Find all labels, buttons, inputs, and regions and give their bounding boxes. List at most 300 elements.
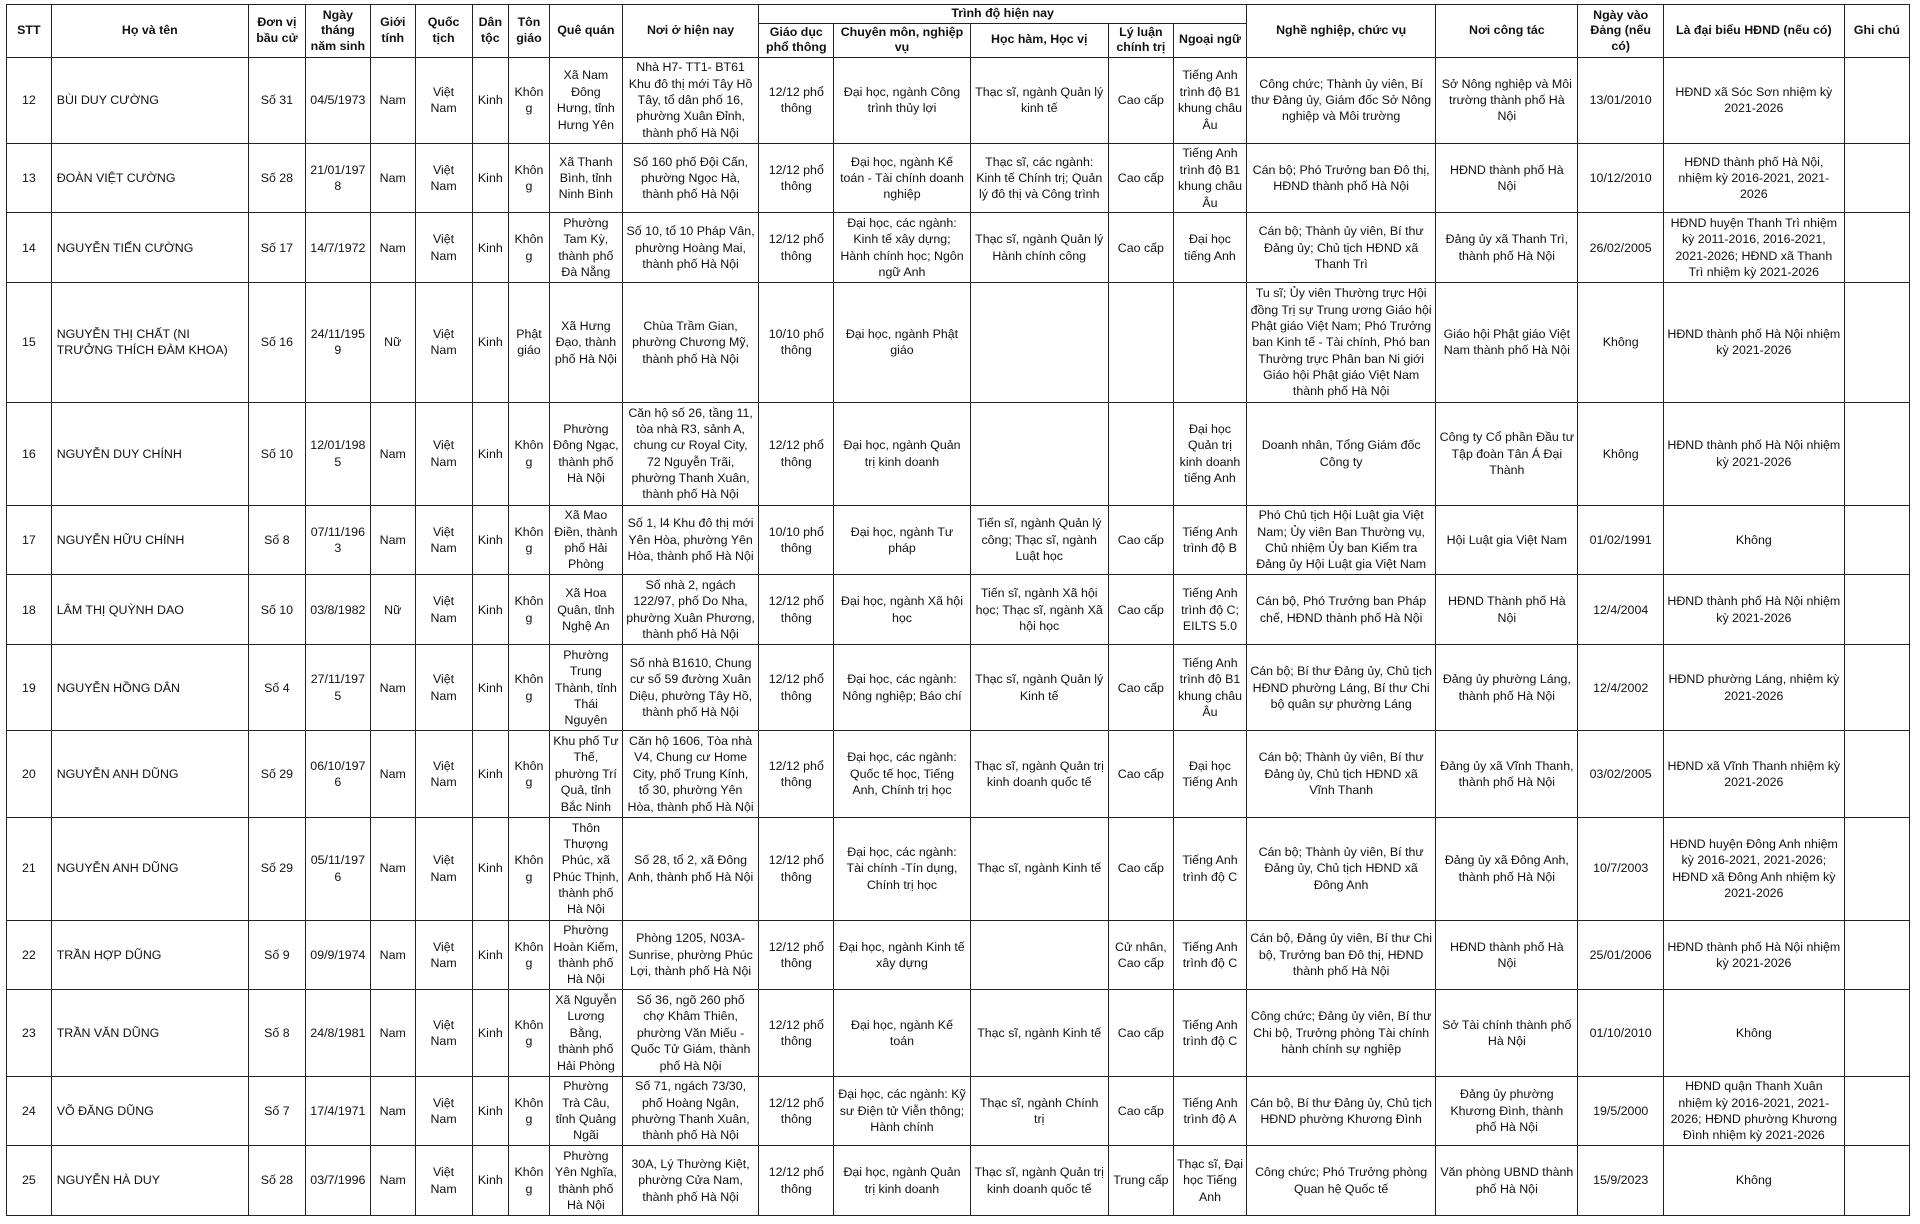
cell-gender: Nam <box>370 920 415 990</box>
cell-dob: 06/10/1976 <box>305 731 370 817</box>
col-header-degree: Học hàm, Học vị <box>970 23 1108 57</box>
cell-general-ed: 12/12 phổ thông <box>759 57 834 143</box>
cell-hometown: Phường Đông Ngạc, thành phố Hà Nội <box>549 402 622 505</box>
cell-delegate: Không <box>1663 505 1844 575</box>
cell-specialty: Đại học, ngành Kinh tế xây dựng <box>834 920 970 990</box>
cell-stt: 19 <box>7 645 52 731</box>
cell-politics: Cao cấp <box>1108 575 1173 645</box>
cell-note <box>1844 57 1909 143</box>
cell-unit: Số 17 <box>248 213 305 283</box>
cell-stt: 20 <box>7 731 52 817</box>
col-header-party-date: Ngày vào Đảng (nếu có) <box>1578 5 1663 58</box>
cell-stt: 21 <box>7 817 52 920</box>
cell-dob: 09/9/1974 <box>305 920 370 990</box>
cell-occupation: Cán bộ; Bí thư Đảng ủy, Chủ tịch HĐND phường Láng, Bí thư Chi bộ quân sự phường Láng <box>1247 645 1436 731</box>
cell-note <box>1844 505 1909 575</box>
cell-party-date: 25/01/2006 <box>1578 920 1663 990</box>
cell-note <box>1844 731 1909 817</box>
cell-general-ed: 10/10 phổ thông <box>759 505 834 575</box>
cell-delegate: HĐND xã Sóc Sơn nhiệm kỳ 2021-2026 <box>1663 57 1844 143</box>
cell-dob: 03/7/1996 <box>305 1146 370 1216</box>
cell-residence: Số 160 phố Đội Cấn, phường Ngọc Hà, thành phố Hà Nội <box>622 143 758 213</box>
cell-degree: Thạc sĩ, ngành Quản lý Hành chính công <box>970 213 1108 283</box>
cell-gender: Nam <box>370 645 415 731</box>
cell-language: Đại học Quản trị kinh doanh tiếng Anh <box>1173 402 1246 505</box>
cell-general-ed: 12/12 phổ thông <box>759 1076 834 1146</box>
cell-note <box>1844 575 1909 645</box>
cell-residence: Số nhà B1610, Chung cư số 59 đường Xuân Diệu, phường Tây Hồ, thành phố Hà Nội <box>622 645 758 731</box>
cell-nationality: Việt Nam <box>415 1076 472 1146</box>
cell-language <box>1173 283 1246 403</box>
cell-specialty: Đại học, ngành Phật giáo <box>834 283 970 403</box>
cell-note <box>1844 402 1909 505</box>
cell-occupation: Công chức; Thành ủy viên, Bí thư Đảng ủy, Giám đốc Sở Nông nghiệp và Môi trường <box>1247 57 1436 143</box>
cell-gender: Nam <box>370 402 415 505</box>
cell-degree: Thạc sĩ, các ngành: Kinh tế Chính trị; Quản lý đô thị và Công trình <box>970 143 1108 213</box>
cell-party-date: 01/02/1991 <box>1578 505 1663 575</box>
cell-unit: Số 8 <box>248 990 305 1076</box>
cell-party-date: Không <box>1578 402 1663 505</box>
cell-general-ed: 12/12 phổ thông <box>759 645 834 731</box>
cell-unit: Số 29 <box>248 817 305 920</box>
cell-hometown: Phường Tam Kỳ, thành phố Đà Nẵng <box>549 213 622 283</box>
cell-nationality: Việt Nam <box>415 817 472 920</box>
cell-party-date: 13/01/2010 <box>1578 57 1663 143</box>
cell-delegate: HĐND thành phố Hà Nội nhiệm kỳ 2021-2026 <box>1663 920 1844 990</box>
cell-nationality: Việt Nam <box>415 731 472 817</box>
cell-dob: 04/5/1973 <box>305 57 370 143</box>
cell-general-ed: 12/12 phổ thông <box>759 213 834 283</box>
table-row <box>7 1146 1910 1216</box>
cell-workplace: Đảng ủy xã Vĩnh Thanh, thành phố Hà Nội <box>1436 731 1578 817</box>
cell-religion: Phật giáo <box>509 283 550 403</box>
cell-ethnicity: Kinh <box>472 57 509 143</box>
cell-note <box>1844 1146 1909 1216</box>
cell-ethnicity: Kinh <box>472 990 509 1076</box>
cell-politics: Cử nhân, Cao cấp <box>1108 920 1173 990</box>
cell-unit: Số 31 <box>248 57 305 143</box>
col-header-nationality: Quốc tịch <box>415 5 472 58</box>
cell-workplace: Văn phòng UBND thành phố Hà Nội <box>1436 1146 1578 1216</box>
cell-general-ed: 12/12 phổ thông <box>759 402 834 505</box>
cell-stt: 22 <box>7 920 52 990</box>
cell-specialty: Đại học, các ngành: Tài chính -Tín dụng, Chính trị học <box>834 817 970 920</box>
table-row <box>7 283 1910 403</box>
cell-nationality: Việt Nam <box>415 1146 472 1216</box>
col-header-name: Họ và tên <box>51 5 248 58</box>
cell-ethnicity: Kinh <box>472 920 509 990</box>
cell-hometown: Xã Hoa Quân, tỉnh Nghệ An <box>549 575 622 645</box>
cell-stt: 15 <box>7 283 52 403</box>
cell-occupation: Doanh nhân, Tổng Giám đốc Công ty <box>1247 402 1436 505</box>
cell-hometown: Phường Yên Nghĩa, thành phố Hà Nội <box>549 1146 622 1216</box>
cell-specialty: Đại học, ngành Quản trị kinh doanh <box>834 1146 970 1216</box>
cell-ethnicity: Kinh <box>472 402 509 505</box>
cell-degree: Thạc sĩ, ngành Quản lý kinh tế <box>970 57 1108 143</box>
cell-gender: Nam <box>370 731 415 817</box>
cell-ethnicity: Kinh <box>472 283 509 403</box>
cell-ethnicity: Kinh <box>472 645 509 731</box>
cell-delegate: HĐND thành phố Hà Nội, nhiệm kỳ 2016-2021, 2021-2026 <box>1663 143 1844 213</box>
cell-language: Tiếng Anh trình độ B1 khung châu Âu <box>1173 57 1246 143</box>
cell-nationality: Việt Nam <box>415 402 472 505</box>
cell-unit: Số 4 <box>248 645 305 731</box>
cell-delegate: HĐND thành phố Hà Nội nhiệm kỳ 2021-2026 <box>1663 575 1844 645</box>
cell-specialty: Đại học, ngành Kế toán - Tài chính doanh nghiệp <box>834 143 970 213</box>
table-row <box>7 505 1910 575</box>
header-row-top <box>7 5 1910 24</box>
cell-party-date: 26/02/2005 <box>1578 213 1663 283</box>
cell-nationality: Việt Nam <box>415 575 472 645</box>
cell-religion: Không <box>509 1146 550 1216</box>
col-header-specialty: Chuyên môn, nghiệp vụ <box>834 23 970 57</box>
cell-party-date: 01/10/2010 <box>1578 990 1663 1076</box>
table-row <box>7 213 1910 283</box>
table-row <box>7 402 1910 505</box>
cell-residence: Căn hộ 1606, Tòa nhà V4, Chung cư Home City, phố Trung Kính, tổ 30, phường Yên Hòa, thành phố Hà Nội <box>622 731 758 817</box>
cell-workplace: Công ty Cổ phần Đầu tư Tập đoàn Tân Á Đại Thành <box>1436 402 1578 505</box>
cell-unit: Số 28 <box>248 1146 305 1216</box>
cell-unit: Số 8 <box>248 505 305 575</box>
cell-nationality: Việt Nam <box>415 57 472 143</box>
cell-degree: Thạc sĩ, ngành Kinh tế <box>970 990 1108 1076</box>
cell-dob: 21/01/1978 <box>305 143 370 213</box>
cell-stt: 13 <box>7 143 52 213</box>
cell-general-ed: 12/12 phổ thông <box>759 731 834 817</box>
cell-general-ed: 10/10 phổ thông <box>759 283 834 403</box>
col-header-dob: Ngày tháng năm sinh <box>305 5 370 58</box>
cell-party-date: 10/7/2003 <box>1578 817 1663 920</box>
cell-note <box>1844 990 1909 1076</box>
cell-residence: Số 1, l4 Khu đô thị mới Yên Hòa, phường Yên Hòa, thành phố Hà Nội <box>622 505 758 575</box>
cell-name: BÙI DUY CƯỜNG <box>51 57 248 143</box>
cell-note <box>1844 920 1909 990</box>
cell-name: TRẦN VĂN DŨNG <box>51 990 248 1076</box>
cell-dob: 24/8/1981 <box>305 990 370 1076</box>
cell-delegate: HĐND xã Vĩnh Thanh nhiệm kỳ 2021-2026 <box>1663 731 1844 817</box>
cell-language: Tiếng Anh trình độ C <box>1173 817 1246 920</box>
cell-specialty: Đại học, ngành Tư pháp <box>834 505 970 575</box>
cell-degree: Thạc sĩ, ngành Quản trị kinh doanh quốc tế <box>970 1146 1108 1216</box>
cell-note <box>1844 1076 1909 1146</box>
table-row <box>7 1076 1910 1146</box>
cell-language: Đại học Tiếng Anh <box>1173 731 1246 817</box>
cell-workplace: HĐND Thành phố Hà Nội <box>1436 575 1578 645</box>
cell-gender: Nam <box>370 505 415 575</box>
cell-name: NGUYỄN DUY CHÍNH <box>51 402 248 505</box>
cell-degree: Tiến sĩ, ngành Xã hội học; Thạc sĩ, ngành Xã hội học <box>970 575 1108 645</box>
candidate-table-body <box>7 57 1910 1216</box>
candidate-table <box>6 4 1910 1216</box>
cell-name: NGUYỄN HÀ DUY <box>51 1146 248 1216</box>
cell-workplace: Đảng ủy xã Thanh Trì, thành phố Hà Nội <box>1436 213 1578 283</box>
cell-unit: Số 9 <box>248 920 305 990</box>
col-header-delegate: Là đại biểu HĐND (nếu có) <box>1663 5 1844 58</box>
cell-religion: Không <box>509 920 550 990</box>
cell-residence: Căn hộ số 26, tầng 11, tòa nhà R3, sảnh A, chung cư Royal City, 72 Nguyễn Trãi, phường Thanh Xuân, thành phố Hà Nội <box>622 402 758 505</box>
cell-politics <box>1108 283 1173 403</box>
cell-politics: Cao cấp <box>1108 990 1173 1076</box>
cell-name: NGUYỄN THỊ CHẤT (NI TRƯỞNG THÍCH ĐÀM KHOA) <box>51 283 248 403</box>
cell-specialty: Đại học, các ngành: Kỹ sư Điện tử Viễn thông; Hành chính <box>834 1076 970 1146</box>
cell-occupation: Cán bộ, Bí thư Đảng ủy, Chủ tịch HĐND phường Khương Đình <box>1247 1076 1436 1146</box>
cell-name: NGUYỄN ANH DŨNG <box>51 731 248 817</box>
table-row <box>7 57 1910 143</box>
cell-stt: 12 <box>7 57 52 143</box>
table-row <box>7 143 1910 213</box>
cell-degree: Thạc sĩ, ngành Chính trị <box>970 1076 1108 1146</box>
cell-gender: Nam <box>370 817 415 920</box>
cell-unit: Số 10 <box>248 575 305 645</box>
cell-dob: 03/8/1982 <box>305 575 370 645</box>
col-header-unit: Đơn vị bầu cử <box>248 5 305 58</box>
cell-stt: 25 <box>7 1146 52 1216</box>
cell-dob: 12/01/1985 <box>305 402 370 505</box>
cell-gender: Nam <box>370 1076 415 1146</box>
cell-occupation: Cán bộ; Thành ủy viên, Bí thư Đảng ủy; Chủ tịch HĐND xã Thanh Trì <box>1247 213 1436 283</box>
cell-workplace: HĐND thành phố Hà Nội <box>1436 143 1578 213</box>
cell-residence: Nhà H7- TT1- BT61 Khu đô thị mới Tây Hồ Tây, tổ dân phố 16, phường Xuân Đỉnh, thành phố Hà Nội <box>622 57 758 143</box>
cell-delegate: HĐND huyện Đông Anh nhiệm kỳ 2016-2021, 2021-2026; HĐND xã Đông Anh nhiệm kỳ 2021-2026 <box>1663 817 1844 920</box>
cell-name: TRẦN HỢP DŨNG <box>51 920 248 990</box>
table-row <box>7 990 1910 1076</box>
cell-hometown: Phường Trung Thành, tỉnh Thái Nguyên <box>549 645 622 731</box>
cell-unit: Số 28 <box>248 143 305 213</box>
cell-nationality: Việt Nam <box>415 645 472 731</box>
cell-delegate: HĐND huyện Thanh Trì nhiệm kỳ 2011-2016, 2016-2021, 2021-2026; HĐND xã Thanh Trì nhiệm kỳ 2021-2026 <box>1663 213 1844 283</box>
cell-language: Đại học tiếng Anh <box>1173 213 1246 283</box>
cell-hometown: Thôn Thượng Phúc, xã Phúc Thịnh, thành phố Hà Nội <box>549 817 622 920</box>
col-header-occupation: Nghề nghiệp, chức vụ <box>1247 5 1436 58</box>
cell-ethnicity: Kinh <box>472 213 509 283</box>
cell-language: Tiếng Anh trình độ B1 khung châu Âu <box>1173 645 1246 731</box>
cell-ethnicity: Kinh <box>472 1146 509 1216</box>
table-row <box>7 645 1910 731</box>
cell-hometown: Xã Hưng Đạo, thành phố Hà Nội <box>549 283 622 403</box>
col-header-language: Ngoại ngữ <box>1173 23 1246 57</box>
cell-language: Tiếng Anh trình độ C <box>1173 920 1246 990</box>
cell-specialty: Đại học, ngành Kế toán <box>834 990 970 1076</box>
cell-politics: Cao cấp <box>1108 143 1173 213</box>
cell-note <box>1844 645 1909 731</box>
cell-name: NGUYỄN ANH DŨNG <box>51 817 248 920</box>
cell-party-date: 15/9/2023 <box>1578 1146 1663 1216</box>
cell-residence: Phòng 1205, N03A-Sunrise, phường Phúc Lợi, thành phố Hà Nội <box>622 920 758 990</box>
cell-politics: Trung cấp <box>1108 1146 1173 1216</box>
col-header-ethnicity: Dân tộc <box>472 5 509 58</box>
cell-specialty: Đại học, ngành Quản trị kinh doanh <box>834 402 970 505</box>
cell-religion: Không <box>509 213 550 283</box>
cell-religion: Không <box>509 505 550 575</box>
cell-ethnicity: Kinh <box>472 575 509 645</box>
cell-ethnicity: Kinh <box>472 1076 509 1146</box>
cell-residence: Số 10, tổ 10 Pháp Vân, phường Hoàng Mai, thành phố Hà Nội <box>622 213 758 283</box>
cell-party-date: 10/12/2010 <box>1578 143 1663 213</box>
cell-general-ed: 12/12 phổ thông <box>759 1146 834 1216</box>
cell-religion: Không <box>509 575 550 645</box>
cell-general-ed: 12/12 phổ thông <box>759 143 834 213</box>
cell-dob: 17/4/1971 <box>305 1076 370 1146</box>
cell-politics: Cao cấp <box>1108 731 1173 817</box>
cell-degree <box>970 402 1108 505</box>
col-header-politics: Lý luận chính trị <box>1108 23 1173 57</box>
cell-nationality: Việt Nam <box>415 213 472 283</box>
cell-occupation: Phó Chủ tịch Hội Luật gia Việt Nam; Ủy viên Ban Thường vụ, Chủ nhiệm Ủy ban Kiểm tra Đảng ủy Hội Luật gia Việt Nam <box>1247 505 1436 575</box>
cell-nationality: Việt Nam <box>415 990 472 1076</box>
col-header-stt: STT <box>7 5 52 58</box>
cell-name: LÂM THỊ QUỲNH DAO <box>51 575 248 645</box>
cell-hometown: Khu phố Tư Thế, phường Trí Quả, tỉnh Bắc Ninh <box>549 731 622 817</box>
cell-specialty: Đại học, các ngành: Quốc tế học, Tiếng Anh, Chính trị học <box>834 731 970 817</box>
cell-ethnicity: Kinh <box>472 817 509 920</box>
cell-residence: Số 36, ngõ 260 phố chợ Khâm Thiên, phường Văn Miếu - Quốc Tử Giám, thành phố Hà Nội <box>622 990 758 1076</box>
cell-politics: Cao cấp <box>1108 57 1173 143</box>
table-row <box>7 817 1910 920</box>
cell-hometown: Xã Nguyễn Lương Bằng, thành phố Hải Phòng <box>549 990 622 1076</box>
cell-specialty: Đại học, các ngành: Nông nghiệp; Báo chí <box>834 645 970 731</box>
cell-name: NGUYỄN TIẾN CƯỜNG <box>51 213 248 283</box>
cell-party-date: Không <box>1578 283 1663 403</box>
cell-occupation: Cán bộ; Thành ủy viên, Bí thư Đảng ủy, Chủ tịch HĐND xã Vĩnh Thanh <box>1247 731 1436 817</box>
cell-workplace: Sở Tài chính thành phố Hà Nội <box>1436 990 1578 1076</box>
cell-occupation: Cán bộ, Đảng ủy viên, Bí thư Chi bộ, Trưởng ban Đô thị, HĐND thành phố Hà Nội <box>1247 920 1436 990</box>
cell-language: Tiếng Anh trình độ A <box>1173 1076 1246 1146</box>
cell-hometown: Xã Nam Đông Hưng, tỉnh Hưng Yên <box>549 57 622 143</box>
cell-specialty: Đại học, ngành Công trình thủy lợi <box>834 57 970 143</box>
cell-delegate: Không <box>1663 990 1844 1076</box>
cell-occupation: Cán bộ; Phó Trưởng ban Đô thị, HĐND thành phố Hà Nội <box>1247 143 1436 213</box>
col-header-note: Ghi chú <box>1844 5 1909 58</box>
cell-ethnicity: Kinh <box>472 143 509 213</box>
cell-hometown: Phường Hoàn Kiếm, thành phố Hà Nội <box>549 920 622 990</box>
cell-stt: 16 <box>7 402 52 505</box>
cell-nationality: Việt Nam <box>415 143 472 213</box>
cell-party-date: 19/5/2000 <box>1578 1076 1663 1146</box>
cell-degree: Tiến sĩ, ngành Quản lý công; Thạc sĩ, ngành Luật học <box>970 505 1108 575</box>
cell-general-ed: 12/12 phổ thông <box>759 575 834 645</box>
col-header-religion: Tôn giáo <box>509 5 550 58</box>
cell-unit: Số 7 <box>248 1076 305 1146</box>
cell-note <box>1844 143 1909 213</box>
cell-language: Tiếng Anh trình độ C; EILTS 5.0 <box>1173 575 1246 645</box>
cell-gender: Nữ <box>370 575 415 645</box>
cell-occupation: Công chức; Đảng ủy viên, Bí thư Chi bộ, Trưởng phòng Tài chính hành chính sự nghiệp <box>1247 990 1436 1076</box>
cell-language: Thạc sĩ, Đại học Tiếng Anh <box>1173 1146 1246 1216</box>
cell-note <box>1844 283 1909 403</box>
cell-gender: Nữ <box>370 283 415 403</box>
cell-name: NGUYỄN HỒNG DÂN <box>51 645 248 731</box>
cell-politics: Cao cấp <box>1108 1076 1173 1146</box>
cell-workplace: Đảng ủy phường Khương Đình, thành phố Hà Nội <box>1436 1076 1578 1146</box>
cell-politics: Cao cấp <box>1108 505 1173 575</box>
cell-gender: Nam <box>370 143 415 213</box>
cell-dob: 24/11/1959 <box>305 283 370 403</box>
cell-stt: 23 <box>7 990 52 1076</box>
table-row <box>7 920 1910 990</box>
cell-gender: Nam <box>370 57 415 143</box>
cell-party-date: 12/4/2004 <box>1578 575 1663 645</box>
cell-dob: 27/11/1975 <box>305 645 370 731</box>
cell-unit: Số 29 <box>248 731 305 817</box>
cell-name: VÕ ĐĂNG DŨNG <box>51 1076 248 1146</box>
cell-degree: Thạc sĩ, ngành Quản lý Kinh tế <box>970 645 1108 731</box>
cell-workplace: Giáo hội Phật giáo Việt Nam thành phố Hà Nội <box>1436 283 1578 403</box>
cell-language: Tiếng Anh trình độ C <box>1173 990 1246 1076</box>
cell-name: ĐOÀN VIỆT CƯỜNG <box>51 143 248 213</box>
col-header-residence: Nơi ở hiện nay <box>622 5 758 58</box>
cell-ethnicity: Kinh <box>472 505 509 575</box>
cell-unit: Số 16 <box>248 283 305 403</box>
cell-name: NGUYỄN HỮU CHÍNH <box>51 505 248 575</box>
cell-language: Tiếng Anh trình độ B <box>1173 505 1246 575</box>
cell-delegate: HĐND quận Thanh Xuân nhiệm kỳ 2016-2021, 2021-2026; HĐND phường Khương Đình nhiệm kỳ 2021-2026 <box>1663 1076 1844 1146</box>
cell-dob: 05/11/1976 <box>305 817 370 920</box>
cell-specialty: Đại học, ngành Xã hội học <box>834 575 970 645</box>
cell-gender: Nam <box>370 1146 415 1216</box>
cell-workplace: HĐND thành phố Hà Nội <box>1436 920 1578 990</box>
col-header-hometown: Quê quán <box>549 5 622 58</box>
cell-delegate: Không <box>1663 1146 1844 1216</box>
cell-specialty: Đại học, các ngành: Kinh tế xây dựng; Hành chính học; Ngôn ngữ Anh <box>834 213 970 283</box>
cell-residence: 30A, Lý Thường Kiệt, phường Cửa Nam, thành phố Hà Nội <box>622 1146 758 1216</box>
cell-hometown: Phường Trà Câu, tỉnh Quảng Ngãi <box>549 1076 622 1146</box>
cell-residence: Số 71, ngách 73/30, phố Hoàng Ngân, phường Thanh Xuân, thành phố Hà Nội <box>622 1076 758 1146</box>
table-row <box>7 731 1910 817</box>
cell-religion: Không <box>509 1076 550 1146</box>
cell-religion: Không <box>509 645 550 731</box>
cell-stt: 18 <box>7 575 52 645</box>
cell-nationality: Việt Nam <box>415 920 472 990</box>
cell-religion: Không <box>509 402 550 505</box>
table-row <box>7 575 1910 645</box>
cell-stt: 14 <box>7 213 52 283</box>
cell-dob: 14/7/1972 <box>305 213 370 283</box>
cell-gender: Nam <box>370 990 415 1076</box>
col-header-workplace: Nơi công tác <box>1436 5 1578 58</box>
cell-occupation: Cán bộ; Thành ủy viên, Bí thư Đảng ủy, Chủ tịch HĐND xã Đông Anh <box>1247 817 1436 920</box>
cell-degree: Thạc sĩ, ngành Kinh tế <box>970 817 1108 920</box>
cell-residence: Số 28, tổ 2, xã Đông Anh, thành phố Hà Nội <box>622 817 758 920</box>
cell-workplace: Sở Nông nghiệp và Môi trường thành phố Hà Nội <box>1436 57 1578 143</box>
cell-residence: Chùa Trầm Gian, phường Chương Mỹ, thành phố Hà Nội <box>622 283 758 403</box>
cell-workplace: Đảng ủy xã Đông Anh, thành phố Hà Nội <box>1436 817 1578 920</box>
cell-religion: Không <box>509 731 550 817</box>
cell-ethnicity: Kinh <box>472 731 509 817</box>
cell-stt: 24 <box>7 1076 52 1146</box>
cell-note <box>1844 817 1909 920</box>
cell-stt: 17 <box>7 505 52 575</box>
cell-party-date: 12/4/2002 <box>1578 645 1663 731</box>
cell-workplace: Đảng ủy phường Láng, thành phố Hà Nội <box>1436 645 1578 731</box>
cell-religion: Không <box>509 817 550 920</box>
cell-general-ed: 12/12 phổ thông <box>759 920 834 990</box>
cell-politics: Cao cấp <box>1108 213 1173 283</box>
cell-degree: Thạc sĩ, ngành Quản trị kinh doanh quốc tế <box>970 731 1108 817</box>
cell-delegate: HĐND phường Láng, nhiệm kỳ 2021-2026 <box>1663 645 1844 731</box>
cell-language: Tiếng Anh trình độ B1 khung châu Âu <box>1173 143 1246 213</box>
cell-politics: Cao cấp <box>1108 645 1173 731</box>
cell-hometown: Xã Mao Điền, thành phố Hải Phòng <box>549 505 622 575</box>
cell-gender: Nam <box>370 213 415 283</box>
cell-occupation: Công chức; Phó Trưởng phòng Quan hệ Quốc tế <box>1247 1146 1436 1216</box>
cell-workplace: Hội Luật gia Việt Nam <box>1436 505 1578 575</box>
cell-hometown: Xã Thanh Bình, tỉnh Ninh Bình <box>549 143 622 213</box>
cell-occupation: Tu sĩ; Ủy viên Thường trực Hội đồng Trị sự Trung ương Giáo hội Phật giáo Việt Nam; Phó Trưởng ban Kinh tế - Tài chính, Phó ban Thường trực Phân ban Ni giới Giáo hội Phật giáo Việt Nam thành phố Hà Nội <box>1247 283 1436 403</box>
cell-general-ed: 12/12 phổ thông <box>759 817 834 920</box>
cell-residence: Số nhà 2, ngách 122/97, phố Do Nha, phường Xuân Phương, thành phố Hà Nội <box>622 575 758 645</box>
cell-nationality: Việt Nam <box>415 283 472 403</box>
col-header-general-ed: Giáo dục phổ thông <box>759 23 834 57</box>
